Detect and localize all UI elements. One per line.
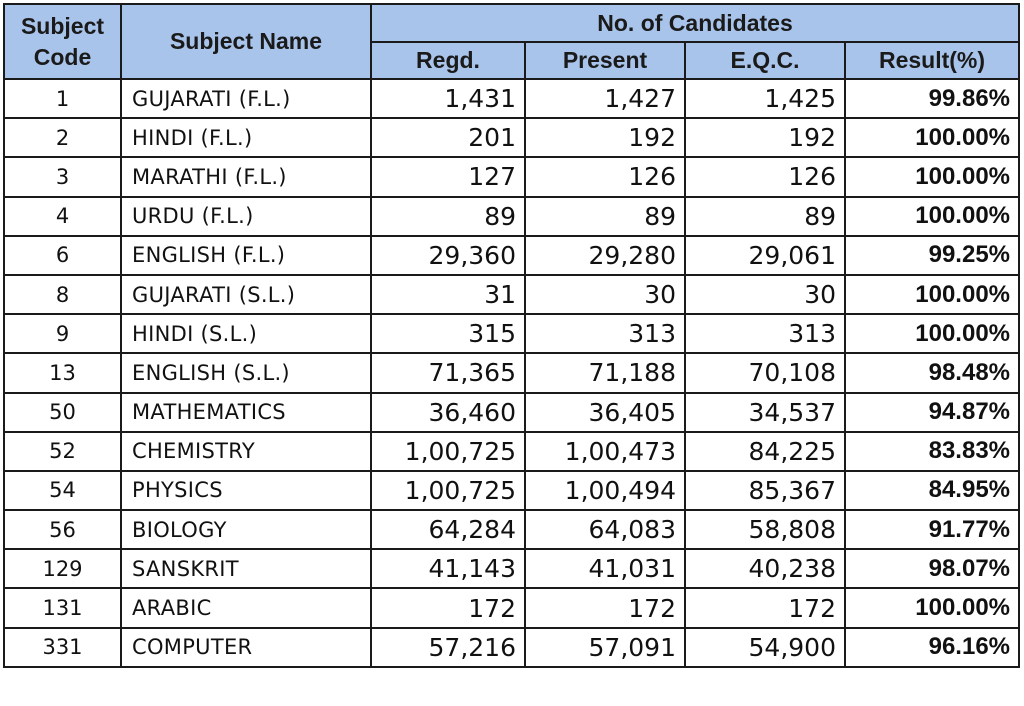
cell-subject-name: GUJARATI (F.L.) xyxy=(121,79,371,118)
cell-subject-name: ARABIC xyxy=(121,588,371,627)
cell-subject-name: BIOLOGY xyxy=(121,510,371,549)
cell-eqc: 30 xyxy=(685,275,845,314)
table-row xyxy=(4,236,1019,275)
table-row xyxy=(4,588,1019,627)
header-regd: Regd. xyxy=(371,42,525,79)
results-table-container xyxy=(3,3,1020,668)
cell-regd: 172 xyxy=(371,588,525,627)
cell-present: 172 xyxy=(525,588,685,627)
cell-subject-code: 13 xyxy=(4,353,121,392)
cell-result: 83.83% xyxy=(845,432,1019,471)
cell-regd: 89 xyxy=(371,197,525,236)
header-eqc: E.Q.C. xyxy=(685,42,845,79)
cell-subject-code: 4 xyxy=(4,197,121,236)
results-table xyxy=(3,3,1020,668)
header-no-of-candidates: No. of Candidates xyxy=(371,4,1019,42)
cell-eqc: 84,225 xyxy=(685,432,845,471)
cell-regd: 57,216 xyxy=(371,628,525,667)
cell-regd: 31 xyxy=(371,275,525,314)
cell-eqc: 58,808 xyxy=(685,510,845,549)
cell-subject-code: 50 xyxy=(4,393,121,432)
cell-present: 71,188 xyxy=(525,353,685,392)
cell-regd: 41,143 xyxy=(371,549,525,588)
cell-result: 98.07% xyxy=(845,549,1019,588)
cell-subject-code: 3 xyxy=(4,157,121,196)
cell-regd: 1,00,725 xyxy=(371,432,525,471)
cell-subject-code: 1 xyxy=(4,79,121,118)
table-row xyxy=(4,197,1019,236)
table-row xyxy=(4,628,1019,667)
cell-result: 100.00% xyxy=(845,275,1019,314)
cell-regd: 64,284 xyxy=(371,510,525,549)
cell-present: 1,427 xyxy=(525,79,685,118)
cell-eqc: 54,900 xyxy=(685,628,845,667)
cell-subject-name: HINDI (S.L.) xyxy=(121,314,371,353)
table-row xyxy=(4,471,1019,510)
cell-eqc: 313 xyxy=(685,314,845,353)
cell-subject-code: 56 xyxy=(4,510,121,549)
cell-eqc: 172 xyxy=(685,588,845,627)
cell-subject-code: 8 xyxy=(4,275,121,314)
cell-present: 64,083 xyxy=(525,510,685,549)
cell-subject-name: GUJARATI (S.L.) xyxy=(121,275,371,314)
cell-result: 94.87% xyxy=(845,393,1019,432)
cell-present: 57,091 xyxy=(525,628,685,667)
cell-regd: 29,360 xyxy=(371,236,525,275)
cell-subject-name: URDU (F.L.) xyxy=(121,197,371,236)
cell-subject-code: 131 xyxy=(4,588,121,627)
cell-subject-code: 331 xyxy=(4,628,121,667)
cell-result: 100.00% xyxy=(845,588,1019,627)
cell-present: 36,405 xyxy=(525,393,685,432)
cell-subject-name: ENGLISH (S.L.) xyxy=(121,353,371,392)
cell-result: 91.77% xyxy=(845,510,1019,549)
cell-regd: 36,460 xyxy=(371,393,525,432)
cell-present: 89 xyxy=(525,197,685,236)
table-row xyxy=(4,393,1019,432)
header-subject-code: Subject Code xyxy=(4,4,121,79)
cell-result: 99.25% xyxy=(845,236,1019,275)
cell-eqc: 1,425 xyxy=(685,79,845,118)
cell-subject-code: 52 xyxy=(4,432,121,471)
cell-subject-name: SANSKRIT xyxy=(121,549,371,588)
cell-regd: 1,431 xyxy=(371,79,525,118)
cell-eqc: 70,108 xyxy=(685,353,845,392)
cell-present: 30 xyxy=(525,275,685,314)
table-row xyxy=(4,549,1019,588)
cell-present: 41,031 xyxy=(525,549,685,588)
cell-regd: 127 xyxy=(371,157,525,196)
header-subject-name: Subject Name xyxy=(121,4,371,79)
cell-subject-name: COMPUTER xyxy=(121,628,371,667)
cell-subject-code: 54 xyxy=(4,471,121,510)
cell-eqc: 89 xyxy=(685,197,845,236)
table-row xyxy=(4,314,1019,353)
cell-subject-name: MARATHI (F.L.) xyxy=(121,157,371,196)
cell-subject-name: ENGLISH (F.L.) xyxy=(121,236,371,275)
cell-subject-name: CHEMISTRY xyxy=(121,432,371,471)
cell-result: 100.00% xyxy=(845,197,1019,236)
cell-regd: 1,00,725 xyxy=(371,471,525,510)
table-body xyxy=(4,79,1019,667)
cell-subject-code: 6 xyxy=(4,236,121,275)
table-header xyxy=(4,4,1019,79)
cell-subject-name: PHYSICS xyxy=(121,471,371,510)
cell-regd: 71,365 xyxy=(371,353,525,392)
table-row xyxy=(4,79,1019,118)
header-present: Present xyxy=(525,42,685,79)
cell-subject-code: 2 xyxy=(4,118,121,157)
cell-result: 100.00% xyxy=(845,314,1019,353)
cell-subject-name: HINDI (F.L.) xyxy=(121,118,371,157)
cell-eqc: 29,061 xyxy=(685,236,845,275)
cell-eqc: 85,367 xyxy=(685,471,845,510)
table-row xyxy=(4,510,1019,549)
cell-eqc: 34,537 xyxy=(685,393,845,432)
cell-present: 192 xyxy=(525,118,685,157)
cell-result: 96.16% xyxy=(845,628,1019,667)
cell-result: 98.48% xyxy=(845,353,1019,392)
cell-present: 126 xyxy=(525,157,685,196)
cell-result: 84.95% xyxy=(845,471,1019,510)
cell-present: 29,280 xyxy=(525,236,685,275)
cell-eqc: 126 xyxy=(685,157,845,196)
cell-present: 1,00,473 xyxy=(525,432,685,471)
cell-subject-code: 129 xyxy=(4,549,121,588)
cell-subject-name: MATHEMATICS xyxy=(121,393,371,432)
cell-subject-code: 9 xyxy=(4,314,121,353)
cell-result: 99.86% xyxy=(845,79,1019,118)
table-row xyxy=(4,275,1019,314)
cell-present: 1,00,494 xyxy=(525,471,685,510)
cell-regd: 315 xyxy=(371,314,525,353)
table-row xyxy=(4,353,1019,392)
table-row xyxy=(4,118,1019,157)
cell-result: 100.00% xyxy=(845,118,1019,157)
cell-eqc: 192 xyxy=(685,118,845,157)
table-row xyxy=(4,157,1019,196)
cell-regd: 201 xyxy=(371,118,525,157)
cell-result: 100.00% xyxy=(845,157,1019,196)
cell-eqc: 40,238 xyxy=(685,549,845,588)
cell-present: 313 xyxy=(525,314,685,353)
header-result: Result(%) xyxy=(845,42,1019,79)
table-row xyxy=(4,432,1019,471)
